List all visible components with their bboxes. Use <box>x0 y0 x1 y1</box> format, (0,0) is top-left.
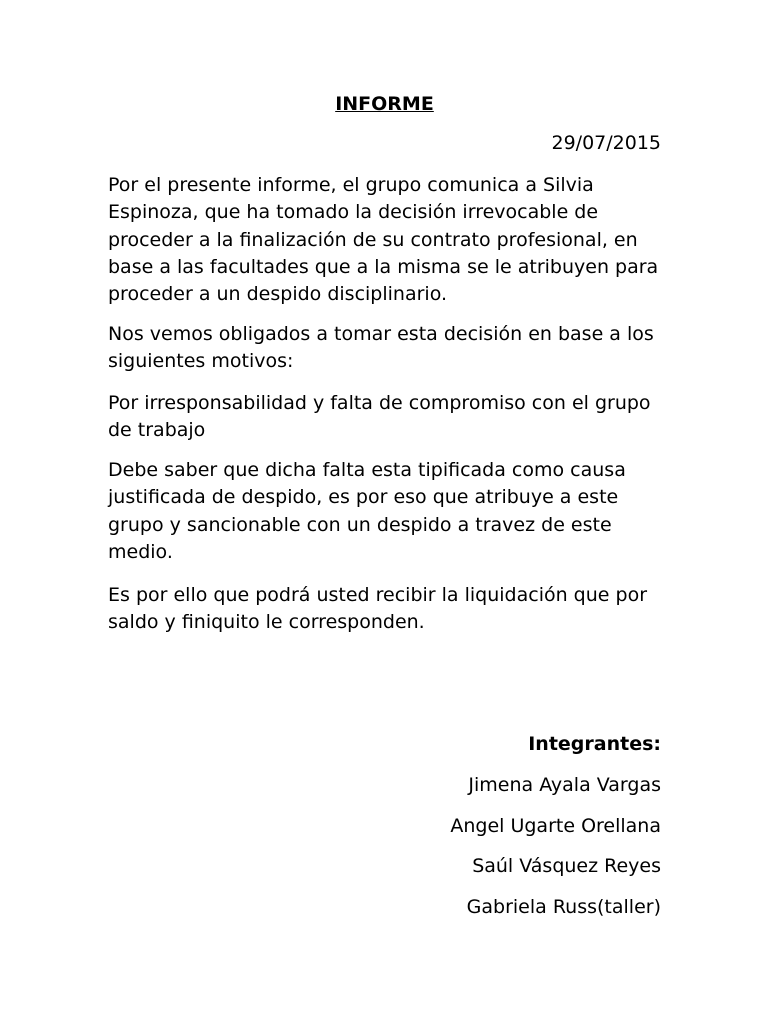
member-name: Gabriela Russ(taller) <box>466 896 661 918</box>
members-heading: Integrantes: <box>528 733 661 755</box>
document-page <box>108 0 661 1024</box>
document-date: 29/07/2015 <box>551 132 661 154</box>
paragraph-reasons-intro: Nos vemos obligados a tomar esta decisión en base a los siguientes motivos: <box>108 323 654 373</box>
member-name: Saúl Vásquez Reyes <box>472 855 661 877</box>
paragraph-settlement: Es por ello que podrá usted recibir la liquidación que por saldo y finiquito le corresponden. <box>108 584 648 634</box>
paragraph-justification: Debe saber que dicha falta esta tipificada como causa justificada de despido, es por eso que atribuye a este grupo y sancionable con un despido a travez de este medio. <box>108 459 626 563</box>
paragraph-notice: Por el presente informe, el grupo comunica a Silvia Espinoza, que ha tomado la decisión irrevocable de proceder a la finalización de su contrato profesional, en base a las facultades que a la misma se le atribuyen para proceder a un despido disciplinario. <box>108 174 659 306</box>
document-title: INFORME <box>335 93 434 115</box>
member-name: Angel Ugarte Orellana <box>450 815 661 837</box>
member-name: Jimena Ayala Vargas <box>468 774 661 796</box>
paragraph-reason: Por irresponsabilidad y falta de compromiso con el grupo de trabajo <box>108 392 651 442</box>
